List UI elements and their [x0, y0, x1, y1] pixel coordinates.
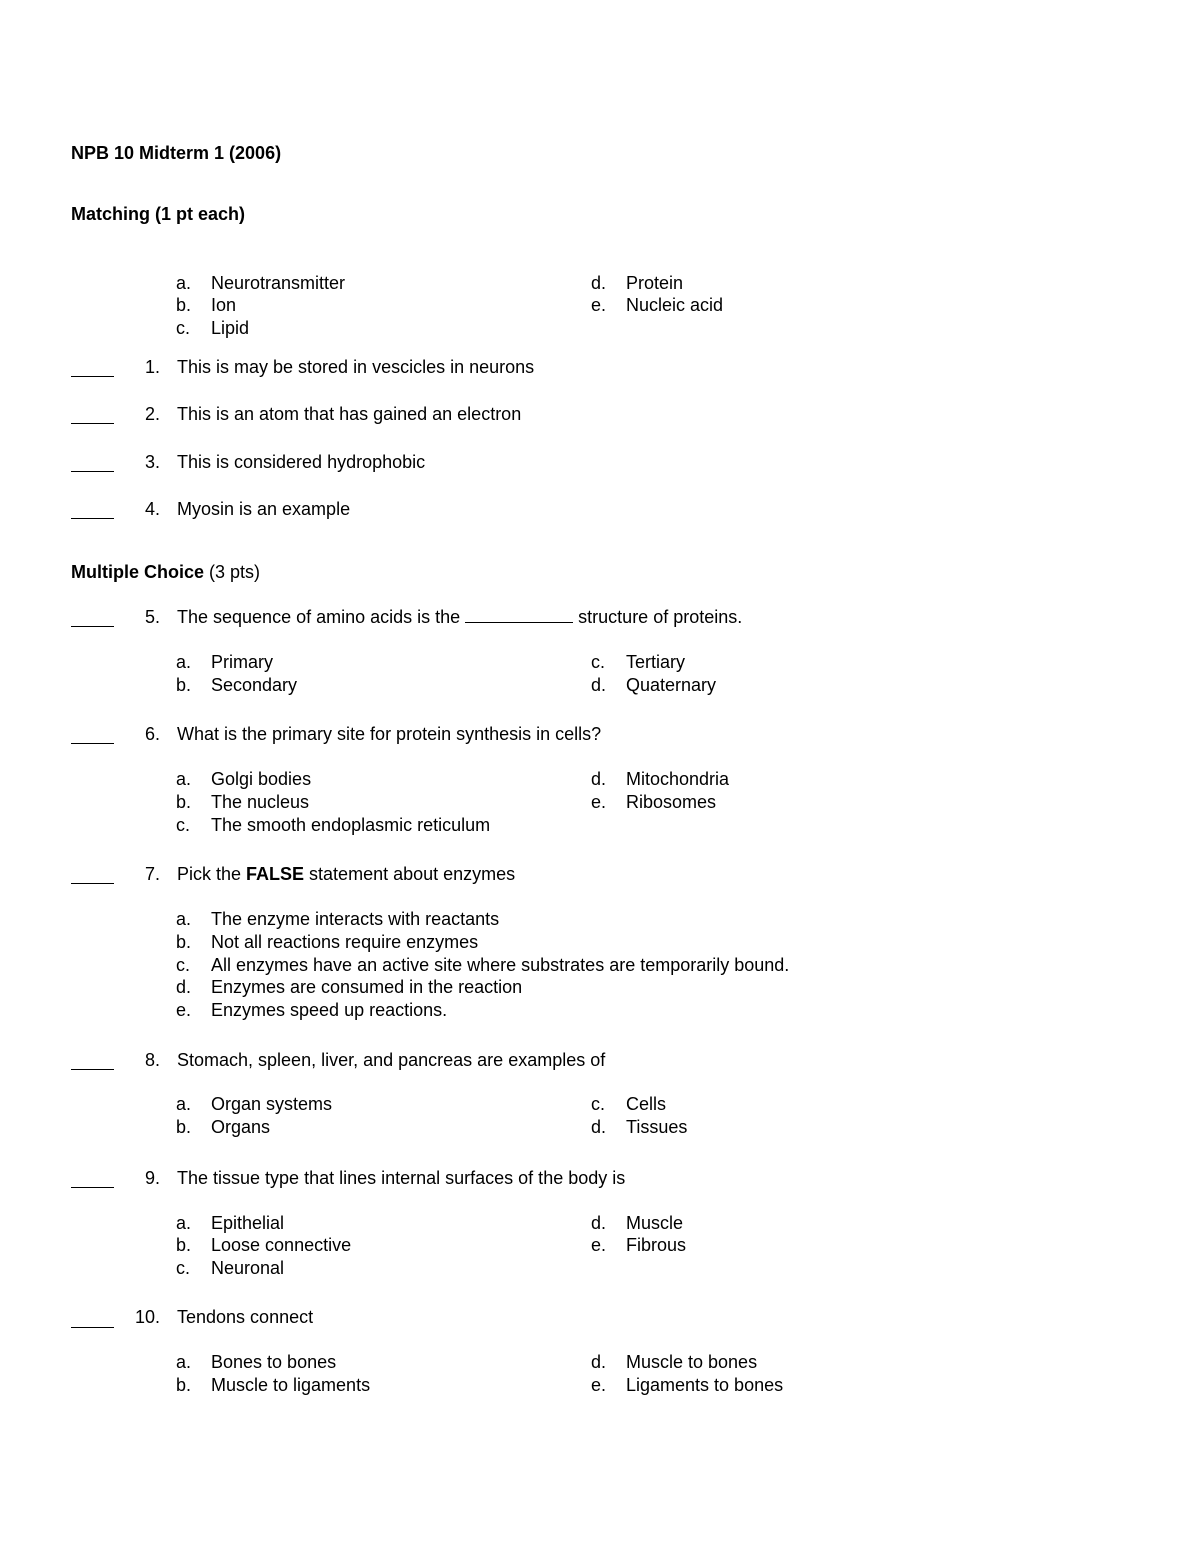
question-number-10: 10. [134, 1307, 160, 1327]
question-text-9: The tissue type that lines internal surfaces of the body is [177, 1168, 626, 1188]
question-number-8: 8. [144, 1050, 160, 1070]
question-text-3: This is considered hydrophobic [177, 452, 426, 472]
answer-blank-2[interactable] [71, 423, 114, 424]
answer-blank-7[interactable] [71, 883, 114, 884]
answer-blank-8[interactable] [71, 1069, 114, 1070]
answer-blank-9[interactable] [71, 1187, 114, 1188]
question-number-1: 1. [144, 357, 160, 377]
question-number-9: 9. [144, 1168, 160, 1188]
answer-blank-10[interactable] [71, 1327, 114, 1328]
matching-heading: Matching (1 pt each) [71, 204, 246, 224]
answer-blank-5[interactable] [71, 626, 114, 627]
question-text-8: Stomach, spleen, liver, and pancreas are examples of [177, 1050, 606, 1070]
question-text-7: Pick the FALSE statement about enzymes [177, 864, 516, 884]
mc-heading: Multiple Choice (3 pts) [71, 562, 261, 582]
answer-blank-1[interactable] [71, 376, 114, 377]
question-number-3: 3. [144, 452, 160, 472]
question-text-4: Myosin is an example [177, 499, 351, 519]
question-number-2: 2. [144, 404, 160, 424]
fill-in-blank[interactable] [465, 606, 573, 623]
question-text-6: What is the primary site for protein synthesis in cells? [177, 724, 602, 744]
page: NPB 10 Midterm 1 (2006) Matching (1 pt each) a. Neurotransmitter b. Ion c. Lipid d. Protein e. Nucleic acid 1. This is may be stored in vescicles in neurons 2. This is an atom that has gained an electron 3. This is considered hydrophobic 4. Myosin is an example Multiple Choice (3 pts) 5. The sequence of amino acids is the structure of proteins. a. Primary b. Secondary c. Tertiary d. Quaternary 6. What is the primary site for protein synthesis in cells? a. Golgi bodies b. The nucleus c. The smooth endoplasmic reticulum d. Mitochondria e. Ribosomes 7. Pick the FALSE statement about enzymes a. The enzyme interacts with reactants b. Not all reactions require enzymes c. All enzymes have an active site where substrates are temporarily bound. d. Enzymes are consumed in the reaction e. Enzymes speed up reactions. 8. Stomach, spleen, liver, and pancreas are examples of a. Organ systems b. Organs c. Cells d. Tissues 9. The tissue type that lines internal surfaces of the body is a. Epithelial b. Loose connective c. Neuronal d. Muscle e. Fibrous 10. Tendons connect a. Bones to bones b. Muscle to ligaments d. Muscle to bones e. Ligaments to bones [71, 143, 790, 1395]
question-number-4: 4. [144, 499, 160, 519]
answer-blank-4[interactable] [71, 518, 114, 519]
emphasis-false: FALSE [246, 864, 305, 884]
question-number-5: 5. [144, 607, 160, 627]
question-number-6: 6. [144, 724, 160, 744]
question-text-1: This is may be stored in vescicles in neurons [177, 357, 535, 377]
answer-blank-6[interactable] [71, 743, 114, 744]
question-text-2: This is an atom that has gained an electron [177, 404, 522, 424]
question-text-5: The sequence of amino acids is the structure of proteins. [177, 607, 743, 627]
question-text-10: Tendons connect [177, 1307, 314, 1327]
page-title: NPB 10 Midterm 1 (2006) [71, 143, 282, 163]
question-number-7: 7. [144, 864, 160, 884]
answer-blank-3[interactable] [71, 471, 114, 472]
